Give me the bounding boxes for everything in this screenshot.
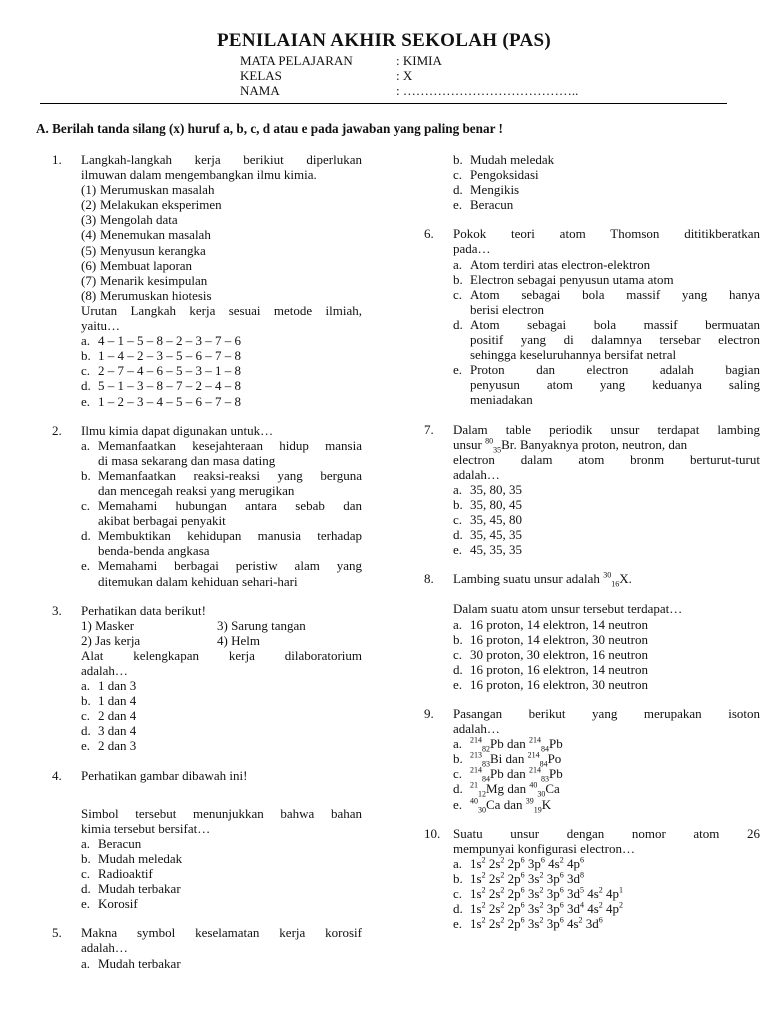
option-letter: c. (453, 766, 463, 782)
name-field[interactable]: : ………………………………….. (396, 83, 579, 98)
question-2 (52, 423, 362, 589)
joiner-text: dan (503, 766, 530, 782)
electron-count: 2 (481, 870, 486, 880)
answer-option-b[interactable]: b. 35, 80, 45 (453, 496, 522, 512)
orbital: 4s (566, 916, 579, 932)
question-text: Simbol tersebut menunjukkan bahwa bahan (81, 805, 362, 821)
question-text: Alat kelengkapan kerja dilaboratorium (81, 647, 362, 663)
header-divider (40, 103, 727, 104)
joiner-text: dan (500, 796, 526, 812)
mass-number: 39 (525, 796, 534, 806)
question-number: 1. (52, 152, 62, 167)
question-stem-line: Pasangan berikut yang merupakan isoton (453, 706, 760, 721)
electron-count: 6 (598, 915, 603, 925)
orbital: 3s (527, 916, 540, 932)
question-stem-line: adalah… (453, 466, 500, 482)
option-letter: d. (453, 901, 463, 917)
question-text: yaitu… (81, 318, 120, 334)
electron-count: 4 (579, 900, 584, 910)
electron-count: 2 (500, 900, 505, 910)
electron-count: 6 (520, 915, 525, 925)
mass-number: 214 (470, 735, 482, 745)
answer-option-e[interactable]: e. Beracun (453, 197, 514, 213)
orbital: 4s (587, 901, 599, 917)
answer-option-d[interactable]: d. Atom sebagai bola massif bermuatan positif yang di dalamnya tersebar electron sehingga keseluruhannya bersifat netral (453, 316, 760, 363)
orbital: 3p (546, 886, 560, 902)
question-number: 8. (424, 571, 434, 587)
mass-number: 213 (470, 750, 482, 760)
orbital: 1s (470, 901, 482, 917)
electron-count: 1 (619, 885, 623, 895)
meta-label: KELAS (240, 68, 282, 83)
option-letter: a. (453, 736, 463, 752)
element-symbol: Pb (549, 736, 563, 752)
mass-number: 30 (603, 571, 612, 581)
atomic-number: 83 (482, 759, 490, 769)
orbital: 3s (527, 901, 540, 917)
question-stem: Perhatikan gambar dibawah ini! (81, 767, 248, 783)
answer-option-a[interactable]: a. Memanfaatkan kesejahteraan hidup mansia di masa sekarang dan masa dating (81, 437, 362, 468)
answer-option-d[interactable]: d. 5 – 1 – 3 – 8 – 7 – 2 – 4 – 8 (81, 378, 241, 394)
electron-count: 2 (559, 855, 564, 865)
orbital: 2p (507, 901, 521, 917)
mass-number: 214 (529, 766, 542, 776)
answer-option-b[interactable]: b. Mudah meledak (453, 152, 555, 167)
list-item: (4) Menemukan masalah (81, 227, 211, 243)
electron-count: 6 (559, 870, 564, 880)
question-stem-line: Makna symbol keselamatan kerja korosif (81, 925, 362, 941)
question-number: 6. (424, 226, 434, 242)
option-letter: b. (453, 870, 463, 886)
question-1 (52, 152, 362, 409)
mass-number: 40 (529, 781, 538, 791)
question-number: 7. (424, 421, 434, 437)
answer-option-a[interactable] (453, 735, 760, 754)
electron-count: 8 (579, 870, 584, 880)
answer-option-b[interactable] (453, 750, 760, 769)
joiner-text: dan (502, 751, 528, 767)
electron-count: 6 (520, 900, 525, 910)
data-row: 2) Jas kerja 4) Helm (81, 632, 260, 648)
answer-option-c[interactable]: c. Memahami hubungan antara sebab dan akibat berbagai penyakit (81, 498, 362, 529)
question-3 (52, 603, 362, 754)
question-stem-line: electron dalam atom bronm berturut-turut (453, 451, 760, 467)
answer-option-c[interactable]: c. 2 dan 4 (81, 708, 137, 724)
electron-count: 5 (579, 885, 584, 895)
list-item: (3) Mengolah data (81, 212, 178, 228)
question-stem-line: Suatu unsur dengan nomor atom 26 (453, 825, 760, 841)
question-number: 10. (424, 825, 441, 841)
answer-option-e[interactable]: e. 16 proton, 16 elektron, 30 neutron (453, 676, 648, 692)
left-column (52, 152, 362, 985)
orbital: 2s (488, 870, 501, 886)
question-stem-line: Langkah-langkah kerja berikiut diperlukan (81, 152, 362, 167)
mass-number: 40 (470, 796, 478, 806)
section-instruction: A. Berilah tanda silang (x) huruf a, b, c, d atau e pada jawaban yang paling benar ! (36, 121, 503, 136)
mass-number: 214 (527, 750, 540, 760)
electron-count: 6 (559, 885, 564, 895)
image-placeholder (81, 783, 362, 806)
atomic-number: 30 (537, 790, 546, 800)
atomic-number: 35 (493, 445, 502, 455)
question-stem-line: adalah… (81, 940, 128, 956)
right-column (424, 152, 760, 945)
answer-option-a[interactable]: a. Atom terdiri atas electron-elektron (453, 256, 651, 272)
element-symbol: Br (501, 436, 514, 452)
list-item: (5) Menyusun kerangka (81, 242, 206, 258)
orbital: 3p (546, 870, 560, 886)
meta-value: : KIMIA (396, 53, 442, 68)
electron-count: 2 (500, 915, 505, 925)
orbital: 4p (606, 901, 619, 917)
electron-count: 2 (598, 900, 603, 910)
answer-option-d[interactable]: d. Mudah terbakar (81, 881, 181, 897)
element-symbol: Ca (486, 796, 501, 812)
answer-option-e[interactable] (453, 796, 760, 815)
orbital: 2s (488, 901, 501, 917)
answer-option-d[interactable]: d. 16 proton, 16 elektron, 14 neutron (453, 661, 648, 677)
answer-option-e[interactable]: e. Memahami berbagai peristiw alam yang ditemukan dalam kehiduan sehari-hari (81, 558, 362, 589)
electron-count: 6 (559, 900, 564, 910)
orbital: 3s (527, 870, 540, 886)
answer-option-a[interactable]: a. 35, 80, 35 (453, 481, 522, 497)
electron-count: 2 (481, 855, 486, 865)
answer-option-e[interactable]: e. 2 dan 3 (81, 738, 137, 754)
atomic-number: 84 (539, 759, 548, 769)
orbital: 2p (507, 855, 521, 871)
answer-option-e[interactable] (453, 916, 760, 931)
mass-number: 21 (470, 781, 478, 791)
orbital: 4p (606, 886, 619, 902)
answer-option-c[interactable]: c. 35, 45, 80 (453, 512, 522, 528)
answer-option-a[interactable]: a. Mudah terbakar (81, 955, 181, 971)
question-stem: Ilmu kimia dapat digunakan untuk… (81, 422, 274, 438)
answer-option-b[interactable] (453, 871, 760, 886)
data-row: 1) Masker 3) Sarung tangan (81, 617, 306, 633)
orbital: 2s (488, 886, 501, 902)
electron-count: 6 (520, 855, 525, 865)
answer-option-b[interactable]: b. Memanfaatkan reaksi-reaksi yang berguna dan mencegah reaksi yang merugikan (81, 467, 362, 498)
atomic-number: 12 (478, 790, 486, 800)
orbital: 3p (527, 855, 541, 871)
atomic-number: 84 (541, 744, 550, 754)
electron-count: 6 (559, 915, 564, 925)
electron-count: 2 (578, 915, 583, 925)
option-letter: c. (453, 886, 463, 902)
option-letter: e. (453, 796, 463, 812)
answer-option-e[interactable]: e. Proton dan electron adalah bagian penyusun atom yang keduanya saling meniadakan (453, 362, 760, 408)
question-5-continued (424, 152, 760, 212)
orbital: 2s (488, 916, 501, 932)
question-stem-line: pada… (453, 241, 491, 257)
electron-count: 2 (481, 885, 486, 895)
answer-option-d[interactable]: d. 35, 45, 35 (453, 527, 522, 543)
electron-count: 6 (520, 870, 525, 880)
answer-option-c[interactable] (453, 766, 760, 784)
answer-option-c[interactable] (453, 886, 760, 901)
answer-option-c[interactable]: c. 30 proton, 30 elektron, 16 neutron (453, 646, 648, 662)
orbital: 1s (470, 916, 482, 932)
question-stem-line: mempunyai konfigurasi electron… (453, 840, 635, 856)
element-symbol: Bi (490, 751, 503, 767)
answer-option-d[interactable]: d. Membuktikan kehidupan manusia terhadap benda-benda angkasa (81, 528, 362, 559)
answer-option-b[interactable]: b. Electron sebagai penyusun utama atom (453, 271, 674, 287)
answer-options (453, 856, 760, 931)
answer-option-c[interactable]: c. Atom sebagai bola massif yang hanya berisi electron (453, 286, 760, 317)
question-number: 2. (52, 422, 62, 438)
answer-option-c[interactable]: c. 2 – 7 – 4 – 6 – 5 – 3 – 1 – 8 (81, 363, 241, 379)
element-symbol: K (541, 796, 552, 812)
atomic-number: 16 (611, 579, 620, 589)
mass-number: 80 (485, 436, 494, 446)
question-stem: Perhatikan data berikut! (81, 602, 206, 618)
list-item: (7) Menarik kesimpulan (81, 272, 208, 288)
answer-option-a[interactable]: a. Beracun (81, 835, 142, 851)
orbital: 3d (566, 886, 580, 902)
option-letter: e. (453, 916, 463, 932)
element-symbol: X (619, 571, 629, 587)
joiner-text: dan (503, 736, 530, 752)
question-number: 9. (424, 706, 434, 721)
answer-option-c[interactable]: c. Pengoksidasi (453, 167, 539, 183)
mass-number: 214 (470, 766, 482, 776)
question-text: adalah… (81, 663, 128, 678)
orbital: 4s (587, 886, 599, 902)
orbital: 3d (566, 901, 580, 917)
orbital: 3p (546, 916, 560, 932)
answer-option-c[interactable]: c. Radioaktif (81, 866, 153, 882)
answer-option-a[interactable]: a. 1 dan 3 (81, 678, 137, 694)
question-6 (424, 226, 760, 407)
meta-label: NAMA (240, 83, 280, 98)
question-8 (424, 571, 760, 692)
list-item: (6) Membuat laporan (81, 257, 193, 273)
question-text: Urutan Langkah kerja sesuai metode ilmiah, (81, 302, 362, 318)
page-title: PENILAIAN AKHIR SEKOLAH (PAS) (216, 30, 552, 51)
electron-count: 2 (619, 900, 623, 910)
answer-option-b[interactable]: b. 1 dan 4 (81, 693, 137, 709)
option-letter: a. (453, 855, 463, 871)
meta-row-name (240, 83, 578, 98)
answer-option-b[interactable]: b. 16 proton, 14 elektron, 30 neutron (453, 631, 648, 647)
meta-label: MATA PELAJARAN (240, 53, 353, 68)
atomic-number: 82 (482, 744, 490, 754)
atomic-number: 30 (478, 805, 486, 815)
atomic-number: 83 (541, 774, 550, 784)
mass-number: 214 (529, 735, 542, 745)
answer-options (453, 735, 760, 815)
element-symbol: Pb (490, 736, 504, 752)
orbital: 1s (470, 886, 482, 902)
answer-option-d[interactable]: d. Mengikis (453, 182, 520, 198)
electron-count: 2 (539, 915, 544, 925)
atomic-number: 84 (482, 774, 490, 784)
atomic-number: 19 (533, 805, 542, 815)
answer-option-b[interactable]: b. Mudah meledak (81, 850, 183, 866)
question-text: Dalam suatu atom unsur tersebut terdapat… (453, 601, 683, 617)
question-stem-line: Dalam table periodik unsur terdapat lambing (453, 421, 760, 437)
answer-option-a[interactable] (453, 856, 760, 871)
meta-row-subject (240, 53, 442, 68)
electron-count: 6 (520, 885, 525, 895)
element-symbol: Po (547, 751, 562, 767)
orbital: 2s (488, 855, 501, 871)
electron-count: 2 (500, 855, 505, 865)
question-number: 4. (52, 767, 62, 783)
question-number: 3. (52, 602, 62, 618)
orbital: 2p (507, 870, 521, 886)
meta-value: : X (396, 68, 413, 83)
joiner-text: dan (504, 781, 530, 797)
electron-count: 6 (540, 855, 545, 865)
orbital: 4p (566, 855, 580, 871)
electron-count: 6 (579, 855, 584, 865)
element-symbol: Pb (549, 766, 563, 782)
list-item: (1) Merumuskan masalah (81, 182, 215, 198)
question-stem: Lambing suatu unsur adalah $^{30}_{16}$X. (453, 571, 632, 589)
answer-option-b[interactable]: b. 1 – 4 – 2 – 3 – 5 – 6 – 7 – 8 (81, 348, 241, 364)
element-symbol: Ca (545, 781, 560, 797)
orbital: 3s (527, 886, 540, 902)
orbital: 1s (470, 870, 482, 886)
electron-count: 2 (481, 915, 486, 925)
answer-option-e[interactable]: e. 45, 35, 35 (453, 542, 522, 558)
list-item: (8) Merumuskan hiotesis (81, 287, 212, 303)
answer-option-d[interactable] (453, 901, 760, 916)
element-symbol: Mg (486, 781, 505, 797)
electron-count: 2 (539, 885, 544, 895)
answer-option-e[interactable]: e. 1 – 2 – 3 – 4 – 5 – 6 – 7 – 8 (81, 393, 241, 409)
answer-option-a[interactable]: a. 16 proton, 14 elektron, 14 neutron (453, 616, 648, 632)
answer-option-a[interactable]: a. 4 – 1 – 5 – 8 – 2 – 3 – 7 – 6 (81, 333, 241, 349)
question-text: kimia tersebut bersifat… (81, 820, 211, 836)
orbital: 3d (585, 916, 599, 932)
question-stem-line: unsur $^{80}_{35}$Br. Banyaknya proton, neutron, dan (453, 436, 688, 455)
question-5 (52, 925, 362, 970)
element-symbol: Pb (490, 766, 504, 782)
electron-count: 2 (598, 885, 603, 895)
option-letter: b. (453, 751, 463, 767)
answer-option-d[interactable]: d. 3 dan 4 (81, 723, 137, 739)
question-9 (424, 706, 760, 815)
question-stem-line: ilmuwan dalam mengembangkan ilmu kimia. (81, 167, 317, 183)
option-letter: d. (453, 781, 463, 797)
question-number: 5. (52, 925, 62, 941)
question-stem-line: Pokok teori atom Thomson dititikberatkan (453, 226, 760, 242)
question-7 (424, 422, 760, 558)
orbital: 3d (566, 870, 580, 886)
orbital: 4s (548, 855, 560, 871)
question-10 (424, 826, 760, 932)
electron-count: 2 (539, 900, 544, 910)
meta-row-class (240, 68, 412, 83)
question-stem-line: adalah… (453, 721, 500, 737)
electron-count: 2 (539, 870, 544, 880)
orbital: 2p (507, 916, 521, 932)
answer-option-d[interactable] (453, 781, 760, 800)
electron-count: 2 (481, 900, 486, 910)
list-item: (2) Melakukan eksperimen (81, 197, 222, 213)
orbital: 3p (546, 901, 560, 917)
orbital: 1s (470, 855, 482, 871)
electron-count: 2 (500, 870, 505, 880)
electron-count: 2 (500, 885, 505, 895)
answer-option-e[interactable]: e. Korosif (81, 896, 138, 912)
question-4 (52, 768, 362, 912)
orbital: 2p (507, 886, 521, 902)
